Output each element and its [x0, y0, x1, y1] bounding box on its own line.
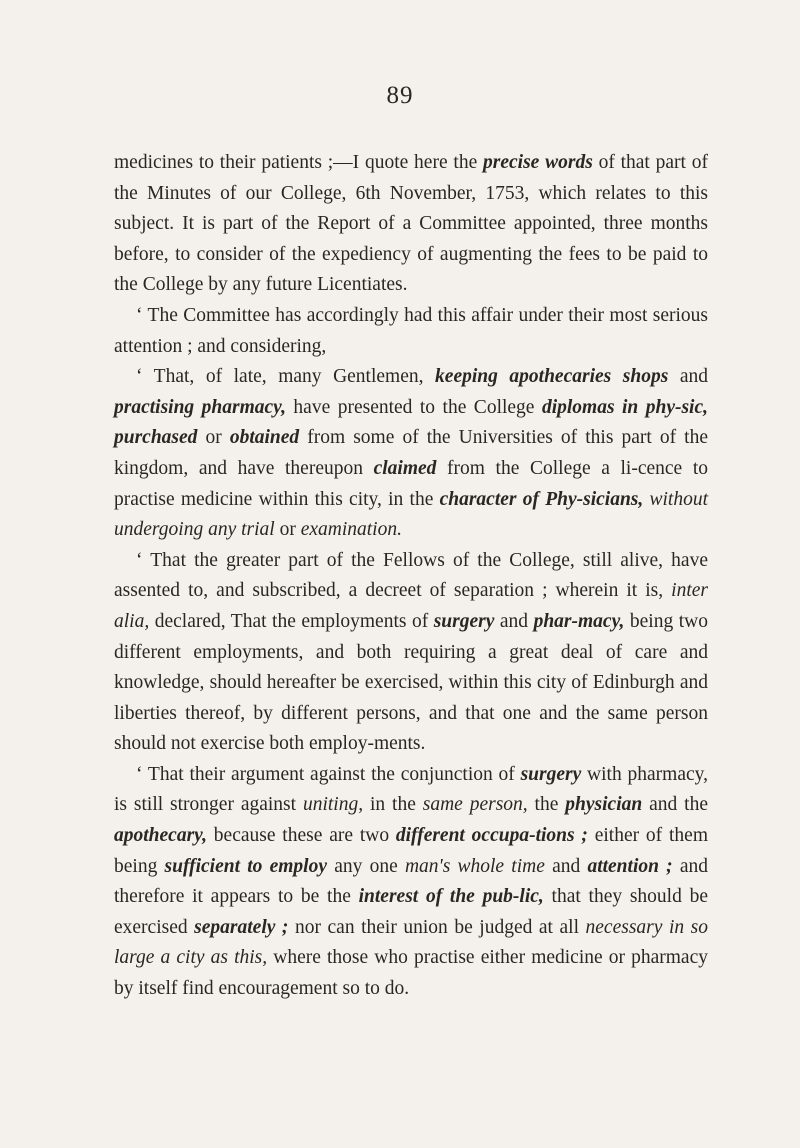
- emphasized-text: inter alia,: [114, 580, 708, 632]
- text-run: and: [494, 610, 534, 632]
- text-run: from the College a li-cence to practise medicine within this city, in the: [114, 457, 708, 510]
- text-run: and: [544, 855, 588, 877]
- text-run: nor can their union be judged at all: [288, 916, 586, 938]
- emphasized-text: precise words: [483, 152, 593, 173]
- emphasized-text: attention ;: [587, 855, 673, 877]
- text-run: from some of the Universities of this part of the kingdom, and have thereupon: [114, 427, 709, 479]
- emphasized-text: keeping apothecaries shops: [435, 366, 669, 388]
- text-run: with pharmacy, is still stronger against: [114, 763, 708, 816]
- text-run: because these are two: [206, 825, 396, 847]
- text-run: or: [197, 427, 230, 449]
- text-run: have presented to the College: [285, 396, 542, 418]
- text-run: any one: [327, 855, 405, 877]
- text-run: and the: [642, 794, 708, 816]
- emphasized-text: physician: [565, 794, 643, 816]
- emphasized-text: surgery: [520, 763, 582, 785]
- emphasized-text: character of Phy-sicians,: [439, 488, 644, 510]
- emphasized-text: surgery: [433, 610, 495, 632]
- paragraph: [114, 362, 708, 546]
- text-run: where those who practise either medicine or pharmacy by itself find encouragement so to do.: [114, 947, 708, 1000]
- emphasized-text: diplomas in phy-sic,: [541, 396, 709, 418]
- body-text: [114, 148, 708, 1005]
- text-run: ‘ That, of late, many Gentlemen,: [136, 366, 436, 388]
- paragraph: [114, 546, 708, 760]
- text-run: that they should be exercised: [114, 886, 708, 938]
- text-run: in the: [363, 794, 423, 816]
- emphasized-text: claimed: [373, 457, 437, 479]
- text-run: ‘ That the greater part of the Fellows of the College, still alive, have assented to, and subscribed, a decreet of separation ; wherein it is,: [114, 549, 708, 602]
- emphasized-text: sufficient to employ: [164, 855, 327, 877]
- emphasized-text: uniting,: [302, 794, 364, 816]
- emphasized-text: purchased: [114, 427, 198, 449]
- text-run: and therefore it appears to be the: [114, 855, 709, 908]
- emphasized-text: practising pharmacy,: [114, 396, 286, 418]
- paragraph: [114, 760, 708, 1005]
- emphasized-text: apothecary,: [114, 825, 207, 847]
- emphasized-text: examination.: [300, 519, 402, 541]
- text-run: ‘ That their argument against the conjunction of: [136, 763, 521, 785]
- emphasized-text: obtained: [229, 427, 300, 449]
- text-run: or: [274, 519, 301, 541]
- emphasized-text: man's whole time: [404, 855, 545, 877]
- text-run: ‘ The Committee has accordingly had this affair under their most serious attention ; and considering,: [114, 304, 708, 357]
- text-run: the: [527, 794, 566, 816]
- text-run: medicines to their patients ;—I quote here the: [114, 152, 484, 173]
- text-run: declared, That the employments of: [149, 610, 434, 632]
- emphasized-text: different occupa-tions ;: [395, 825, 588, 847]
- page-number: 89: [386, 82, 414, 109]
- paragraph: [114, 301, 708, 362]
- text-run: of that part of the Minutes of our College, 6th November, 1753, which relates to this subject. It is part of the Report of a Committee appointed, three months before, to consider of the expediency of augmenting the fees to be paid to the College by any future Licentiates.: [114, 152, 708, 296]
- emphasized-text: without undergoing any trial: [114, 488, 709, 541]
- text-run: and: [668, 366, 709, 388]
- text-run: either of them being: [114, 825, 708, 877]
- emphasized-text: necessary in so large a city as this,: [114, 916, 708, 969]
- emphasized-text: same person,: [422, 794, 528, 816]
- emphasized-text: phar-macy,: [533, 610, 625, 632]
- text-run: being two different employments, and both requiring a great deal of care and knowledge, should hereafter be exercised, within this city of Edinburgh and liberties thereof, by different persons, and that one and the same person should not exercise both employ-ments.: [114, 610, 708, 755]
- emphasized-text: separately ;: [194, 916, 289, 938]
- emphasized-text: interest of the pub-lic,: [358, 886, 544, 908]
- paragraph: [114, 148, 708, 301]
